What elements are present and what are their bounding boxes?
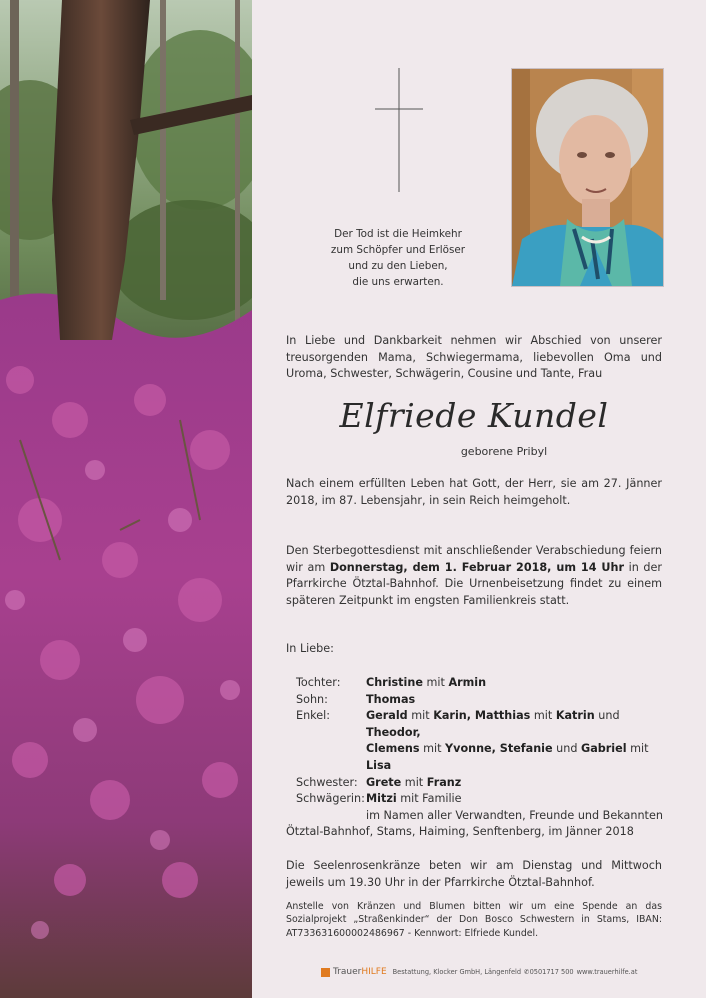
cross-icon <box>375 68 423 192</box>
family-names: Mitzi mit Familie im Namen aller Verwandten, Freunde und Bekannten <box>366 792 663 822</box>
trauerhilfe-logo-icon <box>321 968 330 977</box>
family-role: Tochter: <box>296 676 341 689</box>
family-names: Gerald mit Karin, Matthias mit Katrin und Theodor, Clemens mit Yvonne, Stefanie und Gabriel mit Lisa <box>366 709 649 772</box>
quote-line: und zu den Lieben, <box>348 260 448 272</box>
memorial-quote <box>318 226 478 290</box>
family-row <box>296 775 668 792</box>
footer-company: Bestattung, Klocker GmbH, Längenfeld <box>392 968 522 976</box>
funeral-date: Donnerstag, dem 1. Februar 2018, um 14 Uhr <box>329 560 624 574</box>
portrait-photo <box>511 68 664 287</box>
place-date: Ötztal-Bahnhof, Stams, Haiming, Senftenberg, im Jänner 2018 <box>286 825 634 838</box>
donation-paragraph: Anstelle von Kränzen und Blumen bitten wir um eine Spende an das Sozialprojekt „Straßenkinder“ der Don Bosco Schwestern in Stams, IBAN: AT733631600002486967 - Kennwort: Elfriede Kundel. <box>286 901 662 939</box>
family-names: Thomas <box>366 692 416 706</box>
heather-forest-photo <box>0 0 252 998</box>
maiden-name: geborene Pribyl <box>460 445 548 458</box>
family-row <box>296 692 668 709</box>
family-row <box>296 675 668 692</box>
family-role: Enkel: <box>296 709 330 723</box>
footer-web[interactable]: www.trauerhilfe.at <box>576 968 638 976</box>
family-role: Schwägerin: <box>296 792 365 806</box>
family-names: Christine mit Armin <box>366 676 487 689</box>
funeral-text: Den Sterbegottesdienst mit anschließender Verabschiedung feiern wir am <box>286 544 662 574</box>
funeral-paragraph <box>286 543 662 609</box>
family-list <box>296 675 668 824</box>
death-paragraph: Nach einem erfüllten Leben hat Gott, der Herr, sie am 27. Jänner 2018, im 87. Lebensjahr, in sein Reich heimgeholt. <box>286 477 662 507</box>
family-role: Schwester: <box>296 775 358 789</box>
quote-line: die uns erwarten. <box>352 276 444 288</box>
intro-paragraph: In Liebe und Dankbarkeit nehmen wir Abschied von unserer treusorgenden Mama, Schwiegermama, liebevollen Oma und Uroma, Schwester, Schwägerin, Cousine und Tante, Frau <box>286 334 662 381</box>
quote-line: zum Schöpfer und Erlöser <box>330 244 466 256</box>
footer-phone: ✆0501717 500 <box>524 968 574 976</box>
in-liebe-heading: In Liebe: <box>286 642 334 655</box>
footer <box>321 967 637 977</box>
deceased-name: Elfriede Kundel <box>339 396 609 435</box>
rosary-paragraph: Die Seelenrosenkränze beten wir am Dienstag und Mittwoch jeweils um 19.30 Uhr in der Pfarrkirche Ötztal-Bahnhof. <box>286 859 662 889</box>
family-role: Sohn: <box>296 692 328 706</box>
family-row <box>296 708 668 774</box>
quote-line: Der Tod ist die Heimkehr <box>334 228 462 240</box>
trauerhilfe-logo: TrauerHILFE <box>333 967 387 977</box>
funeral-text: in der Pfarrkirche Ötztal-Bahnhof. Die Urnenbeisetzung findet zu einem späteren Zeitpunkt im engsten Familienkreis statt. <box>286 560 662 607</box>
family-row <box>296 791 668 824</box>
family-names: Grete mit Franz <box>366 775 462 789</box>
